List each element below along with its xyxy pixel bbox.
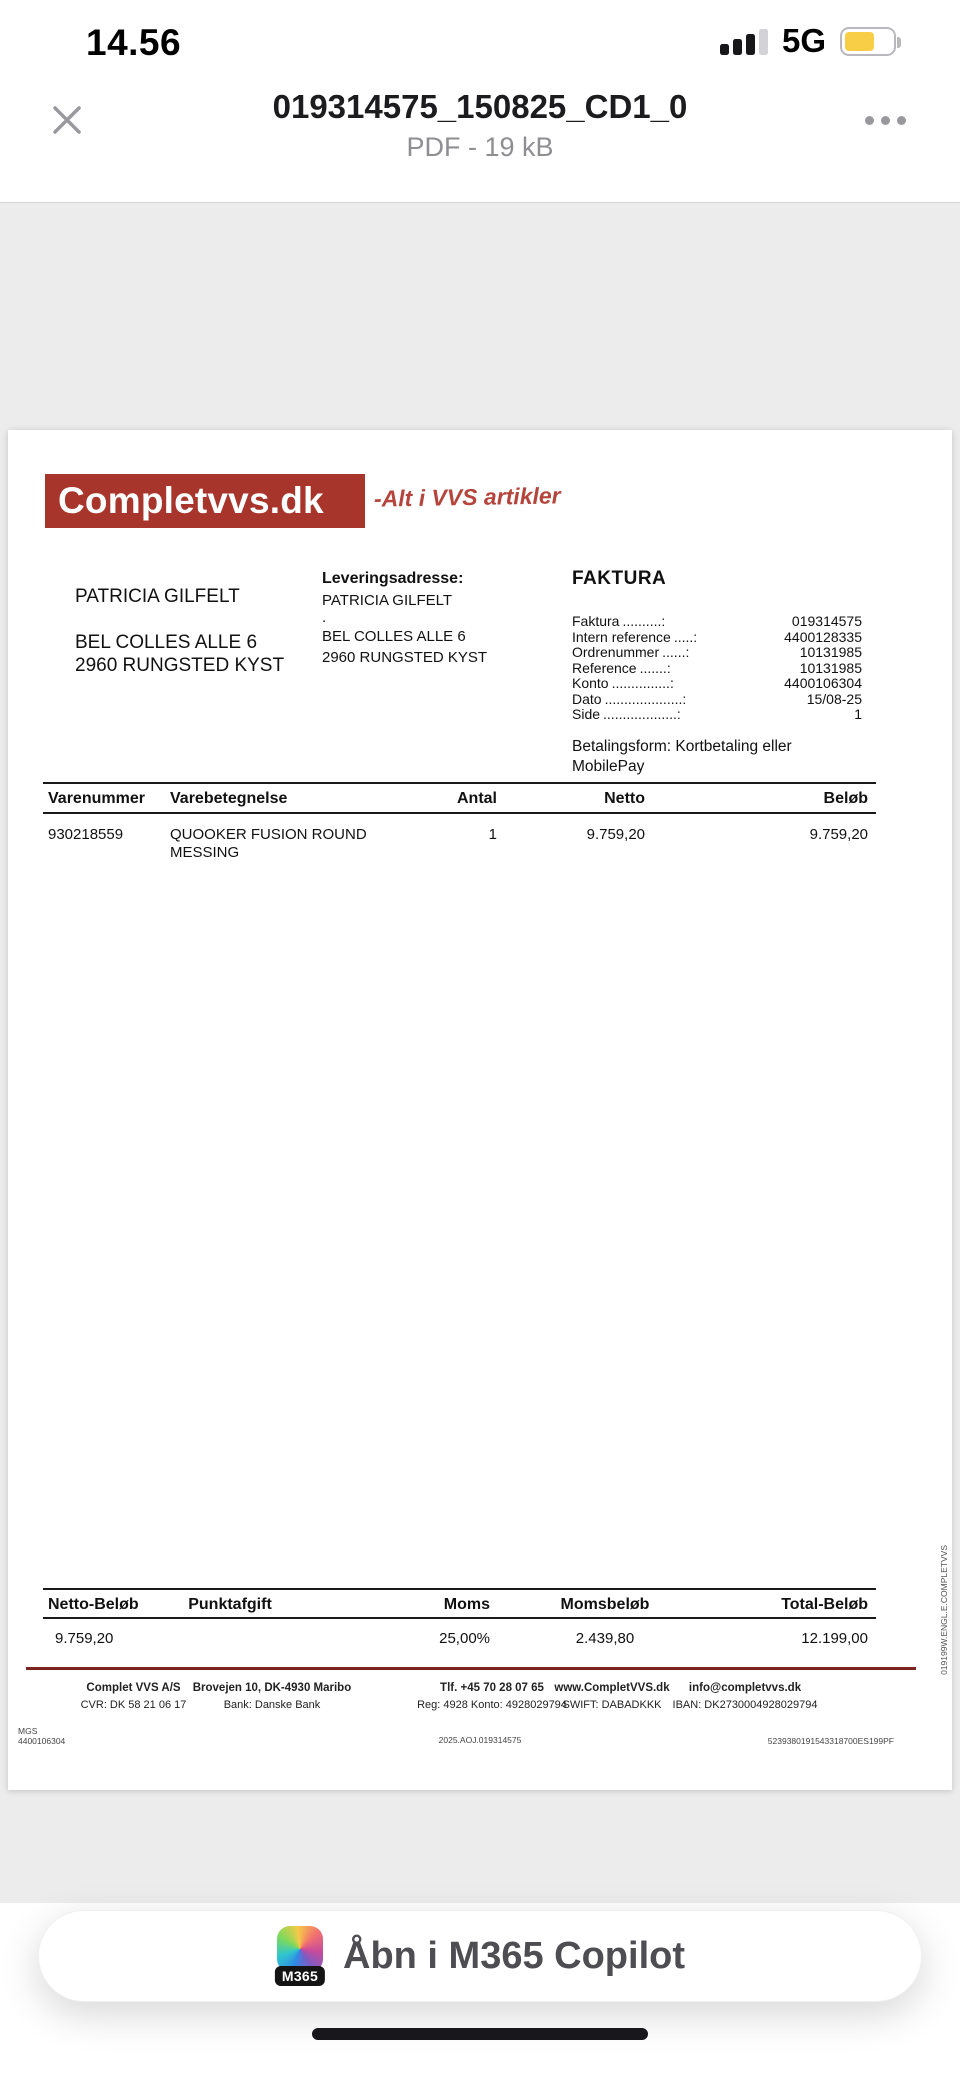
footer-address-column bbox=[182, 1680, 362, 1714]
logo-tagline: -Alt i VVS artikler bbox=[373, 482, 561, 512]
ellipsis-icon bbox=[897, 116, 906, 125]
field-label: Side bbox=[572, 706, 601, 722]
field-dots: ....................: bbox=[604, 691, 687, 707]
footer-website: www.CompletVVS.dk bbox=[554, 1682, 670, 1694]
pdf-viewer-header bbox=[0, 82, 960, 203]
item-sku: 930218559 bbox=[48, 826, 124, 843]
close-button[interactable] bbox=[42, 96, 92, 146]
item-description-line2: MESSING bbox=[170, 844, 240, 861]
invoice-page bbox=[8, 430, 952, 1790]
footer-email-column bbox=[660, 1680, 830, 1714]
total-vat-amount-value: 2.439,80 bbox=[575, 1630, 635, 1647]
col-header-quantity: Antal bbox=[457, 790, 497, 807]
item-amount: 9.759,20 bbox=[809, 826, 868, 843]
total-vat-rate-value: 25,00% bbox=[439, 1630, 490, 1647]
ellipsis-icon bbox=[865, 116, 874, 125]
signal-bar bbox=[733, 39, 742, 55]
signal-bar bbox=[746, 34, 755, 55]
signal-bar bbox=[759, 29, 768, 55]
total-header-vat-amount: Momsbeløb bbox=[560, 1596, 650, 1613]
footer-address: Brovejen 10, DK-4930 Maribo bbox=[192, 1682, 352, 1694]
signal-bar bbox=[720, 44, 729, 55]
delivery-name: PATRICIA GILFELT bbox=[322, 592, 453, 609]
field-value: 15/08-25 bbox=[806, 690, 862, 707]
delivery-street: BEL COLLES ALLE 6 bbox=[322, 628, 466, 645]
delivery-dot-line: . bbox=[322, 609, 327, 626]
document-title: 019314575_150825_CD1_0 bbox=[272, 88, 688, 125]
status-time: 14.56 bbox=[86, 22, 182, 63]
field-label: Intern reference bbox=[572, 628, 671, 645]
invoice-title: FAKTURA bbox=[572, 568, 667, 589]
invoice-field-row bbox=[572, 614, 862, 630]
field-label: Ordrenummer bbox=[572, 644, 660, 660]
billing-name: PATRICIA GILFELT bbox=[75, 586, 240, 607]
margin-text-line: 4400106304 bbox=[18, 1736, 66, 1746]
field-label: Dato bbox=[572, 690, 602, 707]
battery-icon bbox=[840, 27, 896, 56]
status-right-cluster bbox=[720, 0, 896, 82]
copilot-button-label: Åbn i M365 Copilot bbox=[343, 1934, 685, 1977]
field-value: 4400128335 bbox=[784, 628, 862, 645]
footer-separator-line bbox=[26, 1667, 916, 1670]
delivery-city: 2960 RUNGSTED KYST bbox=[322, 649, 488, 666]
field-value: 4400106304 bbox=[784, 675, 862, 691]
status-bar bbox=[0, 0, 960, 82]
home-indicator[interactable] bbox=[312, 2028, 648, 2040]
item-net: 9.759,20 bbox=[586, 826, 645, 843]
totals-header-row bbox=[43, 1588, 876, 1619]
margin-text-bottom-center: 2025.AOJ.019314575 bbox=[438, 1735, 522, 1745]
footer-swift: SWIFT: DABADKKK bbox=[562, 1699, 662, 1711]
totals-table bbox=[43, 1588, 876, 1659]
footer-account: Reg: 4928 Konto: 4928029794 bbox=[417, 1699, 567, 1711]
footer-cvr: CVR: DK 58 21 06 17 bbox=[80, 1699, 187, 1711]
margin-text-line: MGS bbox=[18, 1726, 38, 1736]
col-header-description: Varebetegnelse bbox=[170, 790, 288, 807]
footer-bank: Bank: Danske Bank bbox=[223, 1699, 321, 1711]
footer-company-name: Complet VVS A/S bbox=[86, 1682, 181, 1694]
battery-cap bbox=[897, 37, 901, 48]
invoice-field-row bbox=[572, 630, 862, 646]
company-logo bbox=[45, 474, 365, 528]
delivery-address-label: Leveringsadresse: bbox=[322, 570, 464, 587]
invoice-field-row bbox=[572, 707, 862, 723]
more-options-button[interactable] bbox=[863, 108, 908, 133]
total-header-grand-total: Total-Beløb bbox=[781, 1596, 868, 1613]
item-description bbox=[170, 826, 367, 862]
margin-text-bottom-right: 5239380191543318700ES199PF bbox=[767, 1736, 894, 1746]
col-header-sku: Varenummer bbox=[48, 790, 145, 807]
m365-badge: M365 bbox=[275, 1966, 325, 1986]
col-header-net: Netto bbox=[604, 790, 645, 807]
footer-email: info@completvvs.dk bbox=[688, 1682, 802, 1694]
margin-text-vertical: 019199W.ENGL.E.COMPLETVVS bbox=[939, 1545, 949, 1675]
total-header-vat-rate: Moms bbox=[443, 1596, 490, 1613]
pdf-scroll-area[interactable] bbox=[0, 203, 960, 1903]
footer-iban: IBAN: DK2730004928029794 bbox=[672, 1699, 818, 1711]
invoice-field-row bbox=[572, 692, 862, 708]
field-label: Faktura bbox=[572, 613, 620, 629]
grand-total-value: 12.199,00 bbox=[801, 1630, 868, 1647]
logo-text: Completvvs.dk bbox=[58, 480, 324, 521]
item-description-line1: QUOOKER FUSION ROUND bbox=[170, 826, 367, 843]
battery-fill bbox=[845, 32, 874, 51]
field-value: 10131985 bbox=[799, 644, 862, 660]
field-value: 1 bbox=[854, 706, 862, 722]
billing-street: BEL COLLES ALLE 6 bbox=[75, 632, 258, 653]
invoice-field-row bbox=[572, 645, 862, 661]
field-label: Reference bbox=[572, 659, 637, 676]
total-net-value: 9.759,20 bbox=[55, 1630, 114, 1647]
field-dots: ...............: bbox=[611, 676, 674, 691]
invoice-field-row bbox=[572, 676, 862, 692]
cellular-signal-icon bbox=[720, 28, 768, 55]
invoice-meta-fields bbox=[572, 614, 862, 723]
field-dots: .....: bbox=[673, 629, 698, 645]
totals-value-row bbox=[43, 1619, 876, 1659]
payment-method-line2: MobilePay bbox=[572, 758, 645, 775]
line-items-table bbox=[43, 782, 876, 884]
field-value: 10131985 bbox=[799, 659, 862, 676]
open-in-copilot-button[interactable] bbox=[38, 1910, 922, 2002]
total-header-net: Netto-Beløb bbox=[48, 1596, 139, 1613]
field-label: Konto bbox=[572, 675, 609, 691]
document-meta: PDF - 19 kB bbox=[406, 132, 554, 162]
field-dots: ......: bbox=[662, 645, 690, 660]
payment-method-line1: Betalingsform: Kortbetaling eller bbox=[572, 738, 792, 755]
ellipsis-icon bbox=[881, 116, 890, 125]
line-item-row bbox=[43, 814, 876, 884]
network-type-label: 5G bbox=[781, 22, 826, 59]
field-value: 019314575 bbox=[791, 613, 862, 629]
field-dots: ...................: bbox=[603, 707, 681, 722]
close-icon bbox=[49, 102, 85, 138]
col-header-amount: Beløb bbox=[823, 790, 868, 807]
billing-city: 2960 RUNGSTED KYST bbox=[75, 655, 285, 676]
invoice-field-row bbox=[572, 661, 862, 677]
field-dots: .......: bbox=[639, 660, 671, 676]
total-header-excise: Punktafgift bbox=[188, 1596, 272, 1613]
copilot-icon-wrap bbox=[275, 1926, 325, 1986]
items-header-row bbox=[43, 784, 876, 814]
field-dots: ..........: bbox=[622, 614, 666, 629]
item-quantity: 1 bbox=[488, 826, 497, 843]
footer-phone: Tlf. +45 70 28 07 65 bbox=[440, 1682, 544, 1694]
